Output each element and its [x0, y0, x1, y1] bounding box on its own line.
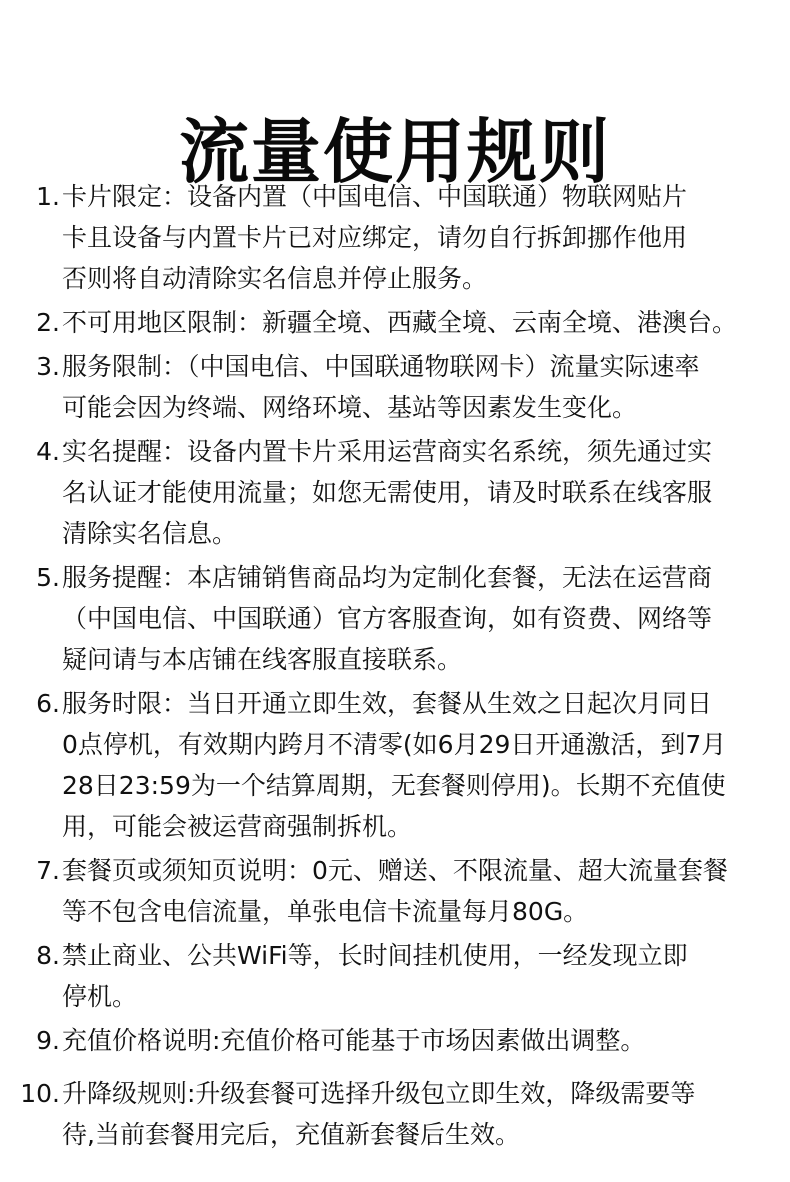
rule-item: [0, 302, 790, 343]
rule-number: 5.: [36, 563, 60, 592]
rule-number: 7.: [36, 856, 60, 885]
rule-text-line: 充值价格说明:充值价格可能基于市场因素做出调整。: [62, 1026, 646, 1055]
rule-text-line: 实名提醒：设备内置卡片采用运营商实名系统，须先通过实: [62, 437, 713, 466]
rule-text-line: 用，可能会被运营商强制拆机。: [62, 812, 413, 841]
rule-text-line: 可能会因为终端、网络环境、基站等因素发生变化。: [62, 393, 638, 422]
rule-text-line: 疑问请与本店铺在线客服直接联系。: [62, 645, 463, 674]
rule-text-line: 清除实名信息。: [62, 519, 238, 548]
page-title: 流量使用规则: [179, 110, 611, 193]
rule-text-line: 套餐页或须知页说明：0元、赠送、不限流量、超大流量套餐: [62, 856, 728, 885]
rule-item: [0, 850, 790, 932]
rule-item: [0, 683, 790, 847]
rule-text-line: 卡片限定：设备内置（中国电信、中国联通）物联网贴片: [62, 182, 688, 211]
rule-item: [0, 557, 790, 680]
rule-text-line: 服务时限：当日开通立即生效，套餐从生效之日起次月同日: [62, 689, 713, 718]
rule-text-line: 停机。: [62, 982, 138, 1011]
rule-item: [0, 176, 790, 299]
rule-item: [0, 935, 790, 1017]
rule-item: [0, 346, 790, 428]
rule-text-line: 0点停机，有效期内跨月不清零(如6月29日开通激活，到7月: [62, 730, 727, 759]
rule-number: 3.: [36, 352, 60, 381]
rule-text-line: 28日23:59为一个结算周期，无套餐则停用)。长期不充值使: [62, 771, 726, 800]
rule-text-line: （中国电信、中国联通）官方客服查询，如有资费、网络等: [62, 604, 713, 633]
rule-text-line: 待,当前套餐用完后，充值新套餐后生效。: [62, 1120, 520, 1149]
rule-text-line: 服务限制：（中国电信、中国联通物联网卡）流量实际速率: [62, 352, 700, 381]
rule-item: [0, 1073, 790, 1155]
rules-list: [0, 176, 790, 1158]
rule-text-line: 禁止商业、公共WiFi等，长时间挂机使用，一经发现立即: [62, 941, 688, 970]
rule-text-line: 等不包含电信流量，单张电信卡流量每月80G。: [62, 897, 589, 926]
rule-item: [0, 1020, 790, 1061]
rule-item: [0, 431, 790, 554]
rule-number: 9.: [36, 1026, 60, 1055]
rule-text-line: 名认证才能使用流量；如您无需使用，请及时联系在线客服: [62, 478, 713, 507]
rule-text-line: 否则将自动清除实名信息并停止服务。: [62, 264, 488, 293]
rule-number: 1.: [36, 182, 60, 211]
rule-text-line: 服务提醒：本店铺销售商品均为定制化套餐，无法在运营商: [62, 563, 713, 592]
rule-text-line: 升降级规则:升级套餐可选择升级包立即生效，降级需要等: [62, 1079, 696, 1108]
rule-number: 2.: [36, 308, 60, 337]
rule-text-line: 不可用地区限制：新疆全境、西藏全境、云南全境、港澳台。: [62, 308, 738, 337]
rule-text-line: 卡且设备与内置卡片已对应绑定，请勿自行拆卸挪作他用: [62, 223, 688, 252]
rule-number: 8.: [36, 941, 60, 970]
rule-number: 4.: [36, 437, 60, 466]
rule-number: 10.: [20, 1079, 60, 1108]
rule-number: 6.: [36, 689, 60, 718]
